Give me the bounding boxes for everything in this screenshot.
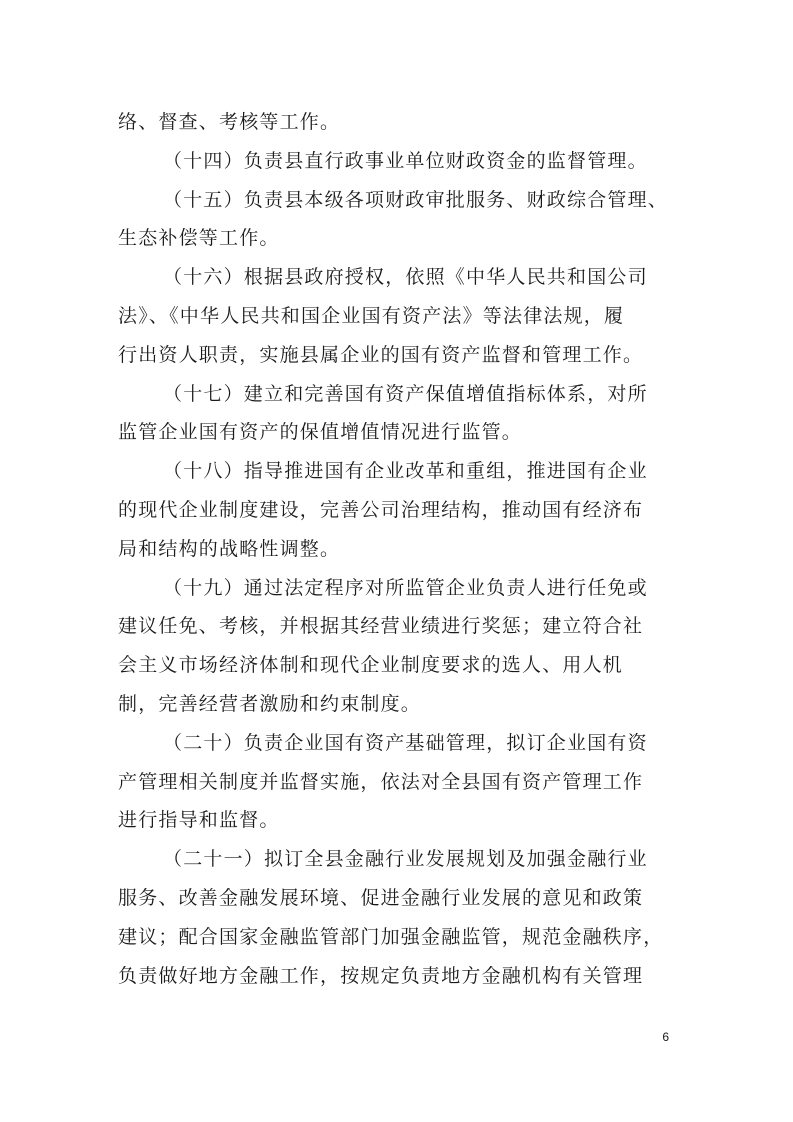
page-number: 6 — [662, 1030, 669, 1044]
text-line: （十五）负责县本级各项财政审批服务、财政综合管理、 — [163, 188, 669, 211]
text-line: （十九）通过法定程序对所监管企业负责人进行任免或 — [163, 576, 648, 599]
text-line: 生态补偿等工作。 — [118, 227, 280, 250]
text-line: 产管理相关制度并监督实施，依法对全县国有资产管理工作 — [118, 770, 644, 793]
text-line: 监管企业国有资产的保值增值情况进行监管。 — [118, 421, 523, 444]
text-line: 行出资人职责，实施县属企业的国有资产监督和管理工作。 — [118, 343, 644, 366]
text-line: 会主义市场经济体制和现代企业制度要求的选人、用人机 — [118, 654, 624, 677]
text-line: （十八）指导推进国有企业改革和重组，推进国有企业 — [163, 460, 648, 483]
text-line: （十六）根据县政府授权，依照《中华人民共和国公司 — [163, 266, 648, 289]
text-line: 制，完善经营者激励和约束制度。 — [118, 692, 422, 715]
text-line: （二十）负责企业国有资产基础管理，拟订企业国有资 — [163, 731, 648, 754]
text-line: 法》、《中华人民共和国企业国有资产法》等法律法规，履 — [118, 304, 625, 327]
text-line: 服务、改善金融发展环境、促进金融行业发展的意见和政策 — [118, 886, 644, 909]
text-line: 进行指导和监督。 — [118, 809, 280, 832]
text-line: 的现代企业制度建设，完善公司治理结构，推动国有经济布 — [118, 498, 644, 521]
text-line: （二十一）拟订全县金融行业发展规划及加强金融行业 — [163, 848, 648, 871]
text-line: 建议任免、考核，并根据其经营业绩进行奖惩；建立符合社 — [118, 615, 644, 638]
text-line: 建议；配合国家金融监管部门加强金融监管，规范金融秩序， — [118, 925, 664, 948]
text-line: 负责做好地方金融工作，按规定负责地方金融机构有关管理 — [118, 964, 644, 987]
document-body — [118, 103, 688, 995]
text-line: （十七）建立和完善国有资产保值增值指标体系，对所 — [163, 382, 648, 405]
text-line: 局和结构的战略性调整。 — [118, 537, 341, 560]
text-line: 络、督查、考核等工作。 — [118, 111, 341, 133]
text-line: （十四）负责县直行政事业单位财政资金的监督管理。 — [163, 149, 648, 172]
